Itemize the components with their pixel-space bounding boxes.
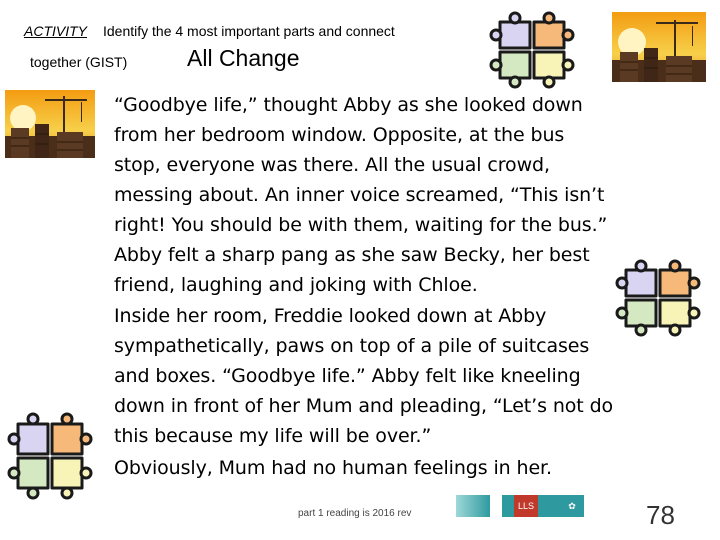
sunset-construction-image [612,12,706,82]
puzzle-pieces-icon [4,410,104,502]
sunset-construction-image [5,90,95,158]
flower-icon: ✿ [560,495,584,517]
story-paragraph-3 [114,453,614,483]
puzzle-pieces-icon [612,258,712,338]
logo-text: LLS [514,495,538,517]
puzzle-pieces-icon [486,10,586,90]
organisation-logo-bar [456,495,584,517]
page-title: All Change [187,45,300,71]
story-text: “Goodbye life,” thought Abby as she looked down from her bedroom window. Opposite, at the bus stop, everyone was there. All the usual crowd, messing about. An inner voice screamed, “This isn’t right! You should be with them, waiting for the bus.” Abby felt a sharp pang as she saw Becky, her best friend, laughing and joking with Chloe. [114,94,608,296]
page-number: 78 [646,500,675,530]
story-paragraph-2 [114,301,614,451]
instruction-text-line2: together (GIST) [30,54,128,70]
story-text: Obviously, Mum had no human feelings in her. [114,457,552,479]
story-paragraph-1 [114,90,614,300]
activity-label: ACTIVITY [24,23,88,39]
story-text: Inside her room, Freddie looked down at Abby sympathetically, paws on top of a pile of suitcases and boxes. “Goodbye life.” Abby felt like kneeling down in front of her Mum and pleading, “Let’s not do this because my life will be over.” [114,305,614,447]
instruction-text-line1: Identify the 4 most important parts and connect [103,23,395,39]
footer-note: part 1 reading is 2016 rev [298,508,412,519]
